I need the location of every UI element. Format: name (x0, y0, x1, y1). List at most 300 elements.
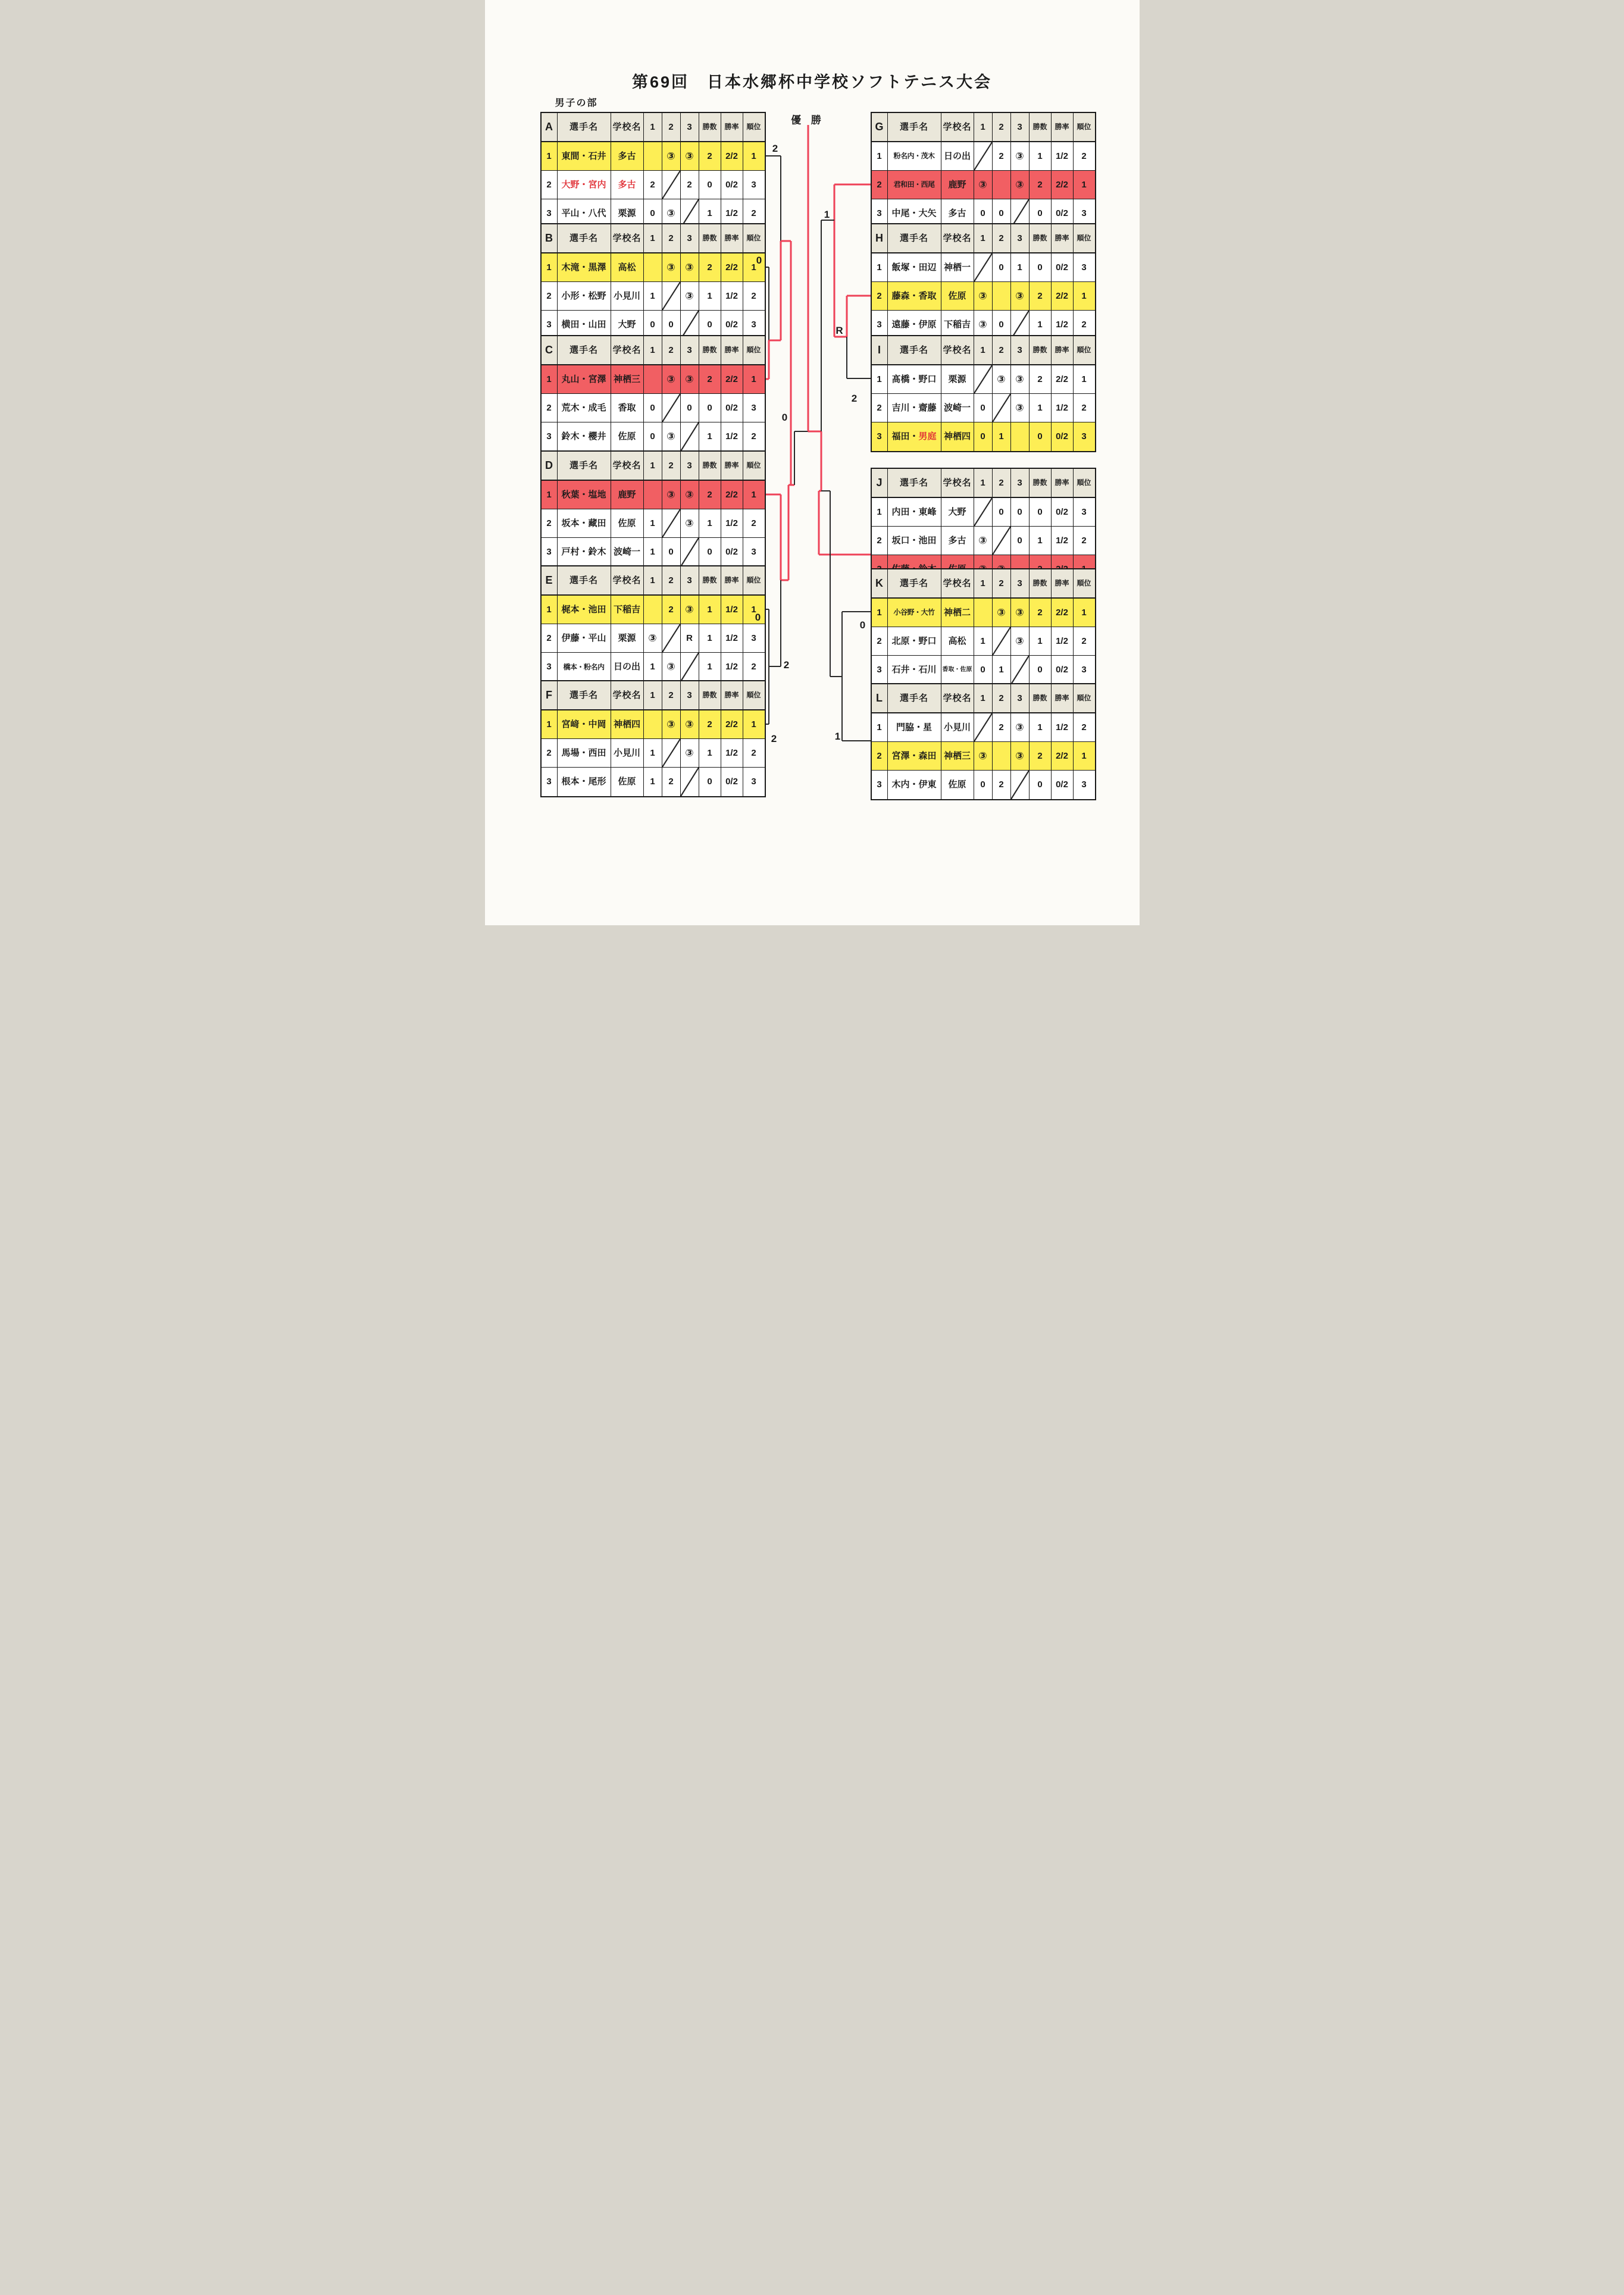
header-cell-m1: 1 (644, 681, 662, 710)
header-cell-rank: 順位 (1074, 224, 1095, 253)
header-cell-rank: 順位 (1074, 336, 1095, 365)
school-name-cell: 多古 (941, 199, 974, 228)
self-match-diagonal-cell (974, 142, 993, 171)
player-name-cell: 根本・尾形 (558, 768, 611, 796)
player-name-cell: 伊藤・平山 (558, 624, 611, 653)
bracket-label-left-lower-block-score: 2 (783, 659, 790, 671)
school-name-cell: 小見川 (941, 713, 974, 742)
win-rate-cell: 1/2 (1052, 527, 1074, 555)
bracket-label-l-winner-score: 1 (834, 731, 841, 742)
school-name-cell: 波崎一 (611, 538, 644, 566)
row-number-cell: 3 (542, 422, 558, 451)
rank-cell: 1 (743, 142, 765, 171)
header-cell-player: 選手名 (888, 224, 941, 253)
school-name-cell: 神栖三 (941, 742, 974, 771)
rank-cell: 3 (1081, 208, 1087, 219)
group-table-J (871, 468, 1096, 585)
match-score-cell: ③ (1011, 713, 1030, 742)
row-number-cell: 3 (872, 311, 888, 339)
match-score-cell: ③ (1011, 394, 1030, 422)
self-match-diagonal-cell (1011, 422, 1030, 451)
rank-cell: 3 (1074, 498, 1095, 527)
rank-cell: 2 (751, 208, 756, 219)
header-cell-m1: 1 (644, 113, 662, 142)
header-cell-m3: 3 (681, 452, 699, 481)
self-match-diagonal-cell (993, 742, 1011, 771)
header-cell-m3: 3 (681, 681, 699, 710)
win-rate-cell: 0/2 (1052, 199, 1074, 228)
win-count-cell: 1 (699, 653, 721, 681)
school-name-cell: 栗源 (611, 624, 644, 653)
header-cell-wins: 勝数 (1030, 469, 1052, 498)
group-letter-H: H (872, 224, 888, 253)
rank-cell: 1 (1074, 365, 1095, 394)
row-number-cell: 1 (872, 713, 888, 742)
group-letter-K: K (872, 569, 888, 599)
match-score-cell: 0 (974, 656, 993, 684)
school-name-cell: 栗源 (611, 199, 644, 228)
header-cell-wins: 勝数 (1030, 569, 1052, 599)
bracket-label-k-winner-score: 0 (859, 619, 866, 631)
header-cell-m2: 2 (993, 469, 1011, 498)
row-number-cell: 1 (872, 253, 888, 282)
group-letter-A: A (542, 113, 558, 142)
rank-cell: 3 (743, 624, 765, 653)
bracket-label-final-left-score: 0 (781, 412, 788, 423)
match-score-cell: 1 (993, 422, 1011, 451)
header-cell-m2: 2 (993, 569, 1011, 599)
header-cell-rank: 順位 (1074, 684, 1095, 713)
group-K-row-2 (872, 627, 1095, 656)
match-score-cell: ③ (681, 596, 699, 624)
player-name-cell: 平山・八代 (558, 199, 611, 228)
group-D-row-2 (542, 509, 765, 538)
self-match-diagonal-cell (993, 627, 1011, 656)
header-cell-rank: 順位 (743, 452, 765, 481)
header-cell-m3: 3 (1011, 684, 1030, 713)
group-A-header-row (542, 113, 765, 142)
header-cell-wins: 勝数 (699, 113, 721, 142)
header-cell-m1: 1 (974, 224, 993, 253)
rank-cell: 1 (1074, 599, 1095, 627)
bracket-label-retired-mark: R (836, 325, 843, 336)
header-cell-m2: 2 (662, 452, 681, 481)
match-score-cell: 1 (644, 653, 662, 681)
row-number-cell: 1 (542, 253, 558, 282)
win-rate-cell: 1/2 (721, 653, 743, 681)
player-name-cell: 横田・山田 (558, 311, 611, 339)
header-cell-m2: 2 (662, 336, 681, 365)
school-name-cell: 多古 (941, 527, 974, 555)
player-name-cell: 梶本・池田 (558, 596, 611, 624)
group-A-row-2 (542, 171, 765, 199)
group-table-C (540, 335, 766, 452)
school-name-cell: 神栖一 (941, 253, 974, 282)
player-name-cell: 内田・東峰 (888, 498, 941, 527)
win-rate-cell: 2/2 (721, 253, 743, 282)
win-count-cell: 0 (1030, 771, 1052, 799)
school-name-cell: 大野 (941, 498, 974, 527)
bracket-label-right-upper-block-score: 1 (824, 209, 830, 220)
win-count-cell: 1 (699, 199, 721, 228)
player-name-cell: 吉川・齋藤 (888, 394, 941, 422)
self-match-diagonal-cell (974, 599, 993, 627)
match-score-cell: ③ (662, 422, 681, 451)
match-score-cell: ③ (1011, 171, 1030, 199)
win-count-cell: 1 (699, 596, 721, 624)
school-name-cell: 日の出 (611, 653, 644, 681)
row-number-cell: 3 (872, 656, 888, 684)
match-score-cell: ③ (993, 599, 1011, 627)
header-cell-player: 選手名 (888, 336, 941, 365)
header-cell-school: 学校名 (941, 684, 974, 713)
player-name-cell: 東間・石井 (558, 142, 611, 171)
row-number-cell: 2 (872, 282, 888, 311)
rank-cell: 3 (1081, 665, 1087, 675)
header-cell-m2: 2 (662, 224, 681, 253)
header-cell-wins: 勝数 (1030, 113, 1052, 142)
group-C-row-1 (542, 365, 765, 394)
win-count-cell: 1 (1030, 627, 1052, 656)
player-name-cell: 橋本・粉名内 (558, 653, 611, 681)
rank-cell: 1 (743, 596, 765, 624)
group-H-header-row (872, 224, 1095, 253)
rank-cell: 1 (1074, 742, 1095, 771)
match-score-cell: 2 (662, 768, 681, 796)
win-count-cell: 0 (699, 394, 721, 422)
header-cell-school: 学校名 (611, 681, 644, 710)
group-table-H (871, 223, 1096, 340)
match-score-cell: ③ (1011, 365, 1030, 394)
group-I-row-1 (872, 365, 1095, 394)
win-count-cell: 1 (699, 739, 721, 768)
match-score-cell: 1 (644, 282, 662, 311)
win-count-cell: 2 (699, 142, 721, 171)
row-number-cell: 1 (872, 599, 888, 627)
match-score-cell: ③ (662, 142, 681, 171)
header-cell-wins: 勝数 (699, 336, 721, 365)
match-score-cell: 0 (681, 394, 699, 422)
row-number-cell: 2 (872, 394, 888, 422)
win-rate-cell: 2/2 (1052, 742, 1074, 771)
player-name-cell: 北原・野口 (888, 627, 941, 656)
school-name-cell: 神栖三 (611, 365, 644, 394)
row-number-cell: 2 (872, 627, 888, 656)
school-name-cell: 佐原 (611, 509, 644, 538)
win-count-cell: 0 (1030, 656, 1052, 684)
rank-cell: 3 (751, 777, 756, 787)
header-cell-m1: 1 (974, 569, 993, 599)
group-J-row-2 (872, 527, 1095, 555)
header-cell-m2: 2 (993, 113, 1011, 142)
header-cell-m2: 2 (662, 113, 681, 142)
row-number-cell: 3 (542, 538, 558, 566)
win-rate-cell: 0/2 (1052, 422, 1074, 451)
match-score-cell: ③ (681, 739, 699, 768)
group-E-row-3 (542, 653, 765, 681)
player-name-cell: 大野・宮内 (558, 171, 611, 199)
match-score-cell: 0 (662, 311, 681, 339)
win-count-cell: 0 (1030, 199, 1052, 228)
header-cell-m1: 1 (644, 566, 662, 596)
group-letter-F: F (542, 681, 558, 710)
self-match-diagonal-cell (993, 527, 1011, 555)
player-name-cell: 鈴木・櫻井 (558, 422, 611, 451)
win-rate-cell: 2/2 (1052, 282, 1074, 311)
win-rate-cell: 1/2 (1052, 394, 1074, 422)
row-number-cell: 2 (542, 394, 558, 422)
header-cell-m3: 3 (681, 113, 699, 142)
row-number-cell: 2 (542, 171, 558, 199)
header-cell-m2: 2 (993, 684, 1011, 713)
match-score-cell: 2 (993, 142, 1011, 171)
header-cell-wins: 勝数 (1030, 224, 1052, 253)
header-cell-rate: 勝率 (721, 681, 743, 710)
win-rate-cell: 1/2 (1052, 627, 1074, 656)
self-match-diagonal-cell (662, 739, 681, 768)
header-cell-school: 学校名 (941, 224, 974, 253)
group-A-row-1 (542, 142, 765, 171)
header-cell-rank: 順位 (743, 681, 765, 710)
group-C-row-2 (542, 394, 765, 422)
rank-cell: 2 (1074, 527, 1095, 555)
header-cell-m1: 1 (644, 452, 662, 481)
win-rate-cell: 0/2 (721, 768, 743, 796)
win-rate-cell: 1/2 (721, 509, 743, 538)
header-cell-school: 学校名 (611, 224, 644, 253)
school-name-cell: 鹿野 (611, 481, 644, 509)
win-count-cell: 2 (1030, 171, 1052, 199)
self-match-diagonal-cell (993, 394, 1011, 422)
win-rate-cell: 0/2 (1052, 656, 1074, 684)
self-match-diagonal-cell (644, 481, 662, 509)
header-cell-school: 学校名 (941, 469, 974, 498)
win-count-cell: 1 (699, 282, 721, 311)
match-score-cell: 2 (681, 171, 699, 199)
group-G-row-1 (872, 142, 1095, 171)
win-rate-cell: 0/2 (1052, 253, 1074, 282)
group-B-header-row (542, 224, 765, 253)
rank-cell: 2 (1081, 320, 1087, 330)
row-number-cell: 1 (872, 142, 888, 171)
win-rate-cell: 1/2 (721, 624, 743, 653)
win-rate-cell: 1/2 (721, 422, 743, 451)
match-score-cell: ③ (993, 365, 1011, 394)
division-label: 男子の部 (555, 98, 598, 108)
header-cell-rate: 勝率 (1052, 113, 1074, 142)
player-name-cell: 宮澤・森田 (888, 742, 941, 771)
row-number-cell: 1 (542, 710, 558, 739)
school-name-cell: 神栖四 (611, 710, 644, 739)
match-score-cell: ③ (681, 365, 699, 394)
win-rate-cell: 0/2 (721, 394, 743, 422)
champion-label: 優 勝 (791, 114, 825, 126)
win-rate-cell: 2/2 (721, 710, 743, 739)
player-name-cell: 藤森・香取 (888, 282, 941, 311)
match-score-cell: ③ (662, 199, 681, 228)
rank-cell: 3 (751, 547, 756, 558)
header-cell-rank: 順位 (1074, 569, 1095, 599)
row-number-cell: 2 (872, 171, 888, 199)
group-table-E (540, 565, 766, 682)
win-count-cell: 2 (699, 481, 721, 509)
match-score-cell: ③ (662, 253, 681, 282)
win-count-cell: 2 (699, 710, 721, 739)
header-cell-school: 学校名 (611, 452, 644, 481)
self-match-diagonal-cell (662, 509, 681, 538)
group-D-row-1 (542, 481, 765, 509)
group-table-I (871, 335, 1096, 452)
school-name-cell: 栗源 (941, 365, 974, 394)
group-table-D (540, 450, 766, 568)
rank-cell: 1 (743, 710, 765, 739)
header-cell-school: 学校名 (941, 336, 974, 365)
player-name-cell: 木滝・黒澤 (558, 253, 611, 282)
match-score-cell: ③ (662, 653, 681, 681)
group-B-row-2 (542, 282, 765, 311)
header-cell-rate: 勝率 (721, 113, 743, 142)
group-C-header-row (542, 336, 765, 365)
rank-cell: 3 (1081, 779, 1087, 790)
rank-cell: 1 (1074, 171, 1095, 199)
win-count-cell: 2 (1030, 742, 1052, 771)
header-cell-wins: 勝数 (699, 681, 721, 710)
header-cell-m3: 3 (1011, 113, 1030, 142)
self-match-diagonal-cell (681, 422, 699, 451)
header-cell-rate: 勝率 (1052, 336, 1074, 365)
group-letter-B: B (542, 224, 558, 253)
school-name-cell: 下稲吉 (941, 311, 974, 339)
school-name-cell: 香取・佐原 (941, 656, 974, 684)
match-score-cell: 0 (974, 394, 993, 422)
group-K-row-3 (872, 656, 1095, 684)
win-count-cell: 1 (699, 509, 721, 538)
player-name-red-part: 男庭 (918, 431, 937, 442)
header-cell-wins: 勝数 (1030, 336, 1052, 365)
match-score-cell: 1 (974, 627, 993, 656)
player-name-cell: 坂本・藏田 (558, 509, 611, 538)
group-D-header-row (542, 452, 765, 481)
school-name-cell: 鹿野 (941, 171, 974, 199)
row-number-cell: 2 (872, 527, 888, 555)
match-score-cell: 0 (1011, 527, 1030, 555)
match-score-cell: ③ (1011, 142, 1030, 171)
match-score-cell: 0 (974, 422, 993, 451)
self-match-diagonal-cell (1011, 656, 1030, 684)
match-score-cell: ③ (974, 742, 993, 771)
player-name-cell: 門脇・星 (888, 713, 941, 742)
school-name-cell: 佐原 (941, 282, 974, 311)
self-match-diagonal-cell (662, 624, 681, 653)
row-number-cell: 2 (542, 282, 558, 311)
match-score-cell: 1 (644, 768, 662, 796)
win-rate-cell: 0/2 (1052, 771, 1074, 799)
player-name-cell: 小谷野・大竹 (888, 599, 941, 627)
group-G-row-2 (872, 171, 1095, 199)
bracket-label-i-winner-score: 2 (851, 393, 858, 404)
win-count-cell: 1 (1030, 713, 1052, 742)
match-score-cell: R (681, 624, 699, 653)
match-score-cell: 0 (993, 498, 1011, 527)
win-rate-cell: 1/2 (721, 282, 743, 311)
group-K-header-row (872, 569, 1095, 599)
win-rate-cell: 1/2 (1052, 713, 1074, 742)
school-name-cell: 大野 (611, 311, 644, 339)
match-score-cell: ③ (644, 624, 662, 653)
win-count-cell: 1 (1030, 311, 1052, 339)
self-match-diagonal-cell (1011, 771, 1030, 799)
group-K-row-1 (872, 599, 1095, 627)
match-score-cell: 0 (1011, 498, 1030, 527)
header-cell-player: 選手名 (888, 569, 941, 599)
win-count-cell: 1 (699, 624, 721, 653)
group-J-header-row (872, 469, 1095, 498)
header-cell-rate: 勝率 (721, 336, 743, 365)
match-score-cell: 2 (993, 713, 1011, 742)
player-name-cell: 荒木・成毛 (558, 394, 611, 422)
group-E-header-row (542, 566, 765, 596)
group-D-row-3 (542, 538, 765, 566)
player-name-cell: 粉名内・茂木 (888, 142, 941, 171)
header-cell-rank: 順位 (743, 113, 765, 142)
group-B-row-1 (542, 253, 765, 282)
group-L-header-row (872, 684, 1095, 713)
player-name-cell: 木内・伊東 (888, 771, 941, 799)
header-cell-m1: 1 (974, 684, 993, 713)
school-name-cell: 小見川 (611, 282, 644, 311)
school-name-cell: 香取 (611, 394, 644, 422)
header-cell-school: 学校名 (611, 336, 644, 365)
match-score-cell: ③ (662, 710, 681, 739)
match-score-cell: ③ (681, 282, 699, 311)
self-match-diagonal-cell (662, 282, 681, 311)
self-match-diagonal-cell (644, 142, 662, 171)
player-name-cell: 中尾・大矢 (888, 199, 941, 228)
header-cell-player: 選手名 (558, 336, 611, 365)
match-score-cell: 0 (662, 538, 681, 566)
player-name-cell: 君和田・西尾 (888, 171, 941, 199)
self-match-diagonal-cell (974, 498, 993, 527)
group-F-row-2 (542, 739, 765, 768)
row-number-cell: 3 (542, 199, 558, 228)
rank-cell: 3 (743, 171, 765, 199)
header-cell-player: 選手名 (888, 469, 941, 498)
header-cell-m3: 3 (1011, 569, 1030, 599)
win-rate-cell: 2/2 (721, 365, 743, 394)
rank-cell: 3 (751, 320, 756, 330)
win-rate-cell: 2/2 (721, 142, 743, 171)
group-table-L (871, 683, 1096, 800)
player-name-cell: 戸村・鈴木 (558, 538, 611, 566)
header-cell-m1: 1 (974, 113, 993, 142)
school-name-cell: 日の出 (941, 142, 974, 171)
header-cell-wins: 勝数 (699, 224, 721, 253)
group-L-row-3 (872, 771, 1095, 799)
match-score-cell: 0 (993, 253, 1011, 282)
row-number-cell: 3 (872, 771, 888, 799)
header-cell-m2: 2 (993, 224, 1011, 253)
win-count-cell: 2 (1030, 365, 1052, 394)
header-cell-m1: 1 (974, 469, 993, 498)
row-number-cell: 2 (542, 624, 558, 653)
win-rate-cell: 2/2 (721, 481, 743, 509)
header-cell-rate: 勝率 (721, 452, 743, 481)
win-rate-cell: 2/2 (1052, 365, 1074, 394)
match-score-cell: 1 (644, 538, 662, 566)
rank-cell: 1 (1074, 282, 1095, 311)
group-L-row-2 (872, 742, 1095, 771)
rank-cell: 2 (751, 662, 756, 672)
